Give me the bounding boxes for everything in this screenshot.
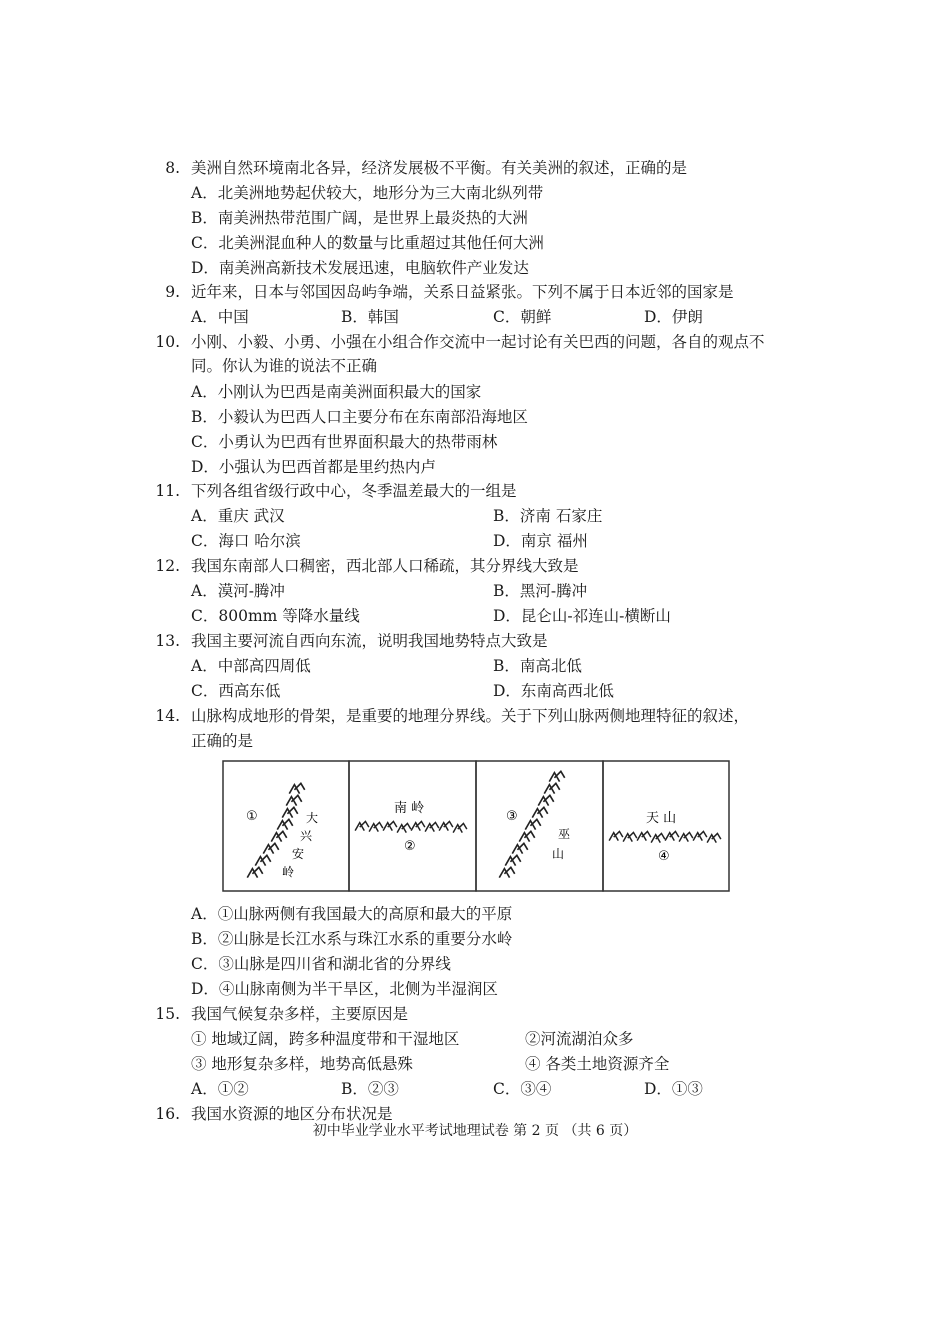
option-a: A．中部高四周低	[191, 657, 311, 675]
option-c: C．朝鲜	[493, 308, 552, 326]
option-a: A．漠河-腾冲	[191, 582, 285, 600]
option-d: D．小强认为巴西首都是里约热内卢	[191, 458, 436, 476]
option-a: A．北美洲地势起伏较大，地形分为三大南北纵列带	[191, 184, 544, 202]
option-a: A．①②	[191, 1080, 249, 1098]
mountain-figure	[222, 760, 730, 892]
option-d: D．①③	[644, 1080, 703, 1098]
marker-3: ③	[506, 809, 518, 824]
range-label-char: 山	[552, 847, 565, 861]
question-number: 15.	[155, 1005, 180, 1023]
option-b: B．韩国	[341, 308, 399, 326]
option-c: C．小勇认为巴西有世界面积最大的热带雨林	[191, 433, 498, 451]
option-b: B．南美洲热带范围广阔，是世界上最炎热的大洲	[191, 209, 528, 227]
marker-1: ①	[246, 809, 258, 824]
option-b: B．②③	[341, 1080, 399, 1098]
question-stem-cont: 同。你认为谁的说法不正确	[191, 357, 378, 375]
panel-4-frame	[603, 761, 729, 891]
question-stem-cont: 正确的是	[191, 732, 254, 750]
question-stem: 近年来，日本与邻国因岛屿争端，关系日益紧张。下列不属于日本近邻的国家是	[191, 283, 734, 301]
option-c: C．海口 哈尔滨	[191, 532, 301, 550]
question-number: 12.	[155, 557, 180, 575]
question-number: 13.	[155, 632, 180, 650]
question-stem: 我国东南部人口稠密，西北部人口稀疏，其分界线大致是	[191, 557, 579, 575]
option-d: D．伊朗	[644, 308, 703, 326]
option-d: D．昆仑山-祁连山-横断山	[493, 607, 671, 625]
marker-2: ②	[404, 839, 416, 854]
statement: ②河流湖泊众多	[525, 1030, 634, 1048]
range-label-char: 大	[306, 811, 319, 825]
page-footer: 初中毕业学业水平考试地理试卷 第 2 页 （共 6 页）	[312, 1123, 638, 1139]
option-a: A．①山脉两侧有我国最大的高原和最大的平原	[191, 905, 513, 923]
option-c: C．③山脉是四川省和湖北省的分界线	[191, 955, 451, 973]
option-a: A．重庆 武汉	[191, 507, 285, 525]
range-name: 天 山	[646, 811, 677, 826]
statement: ① 地域辽阔，跨多种温度带和干湿地区	[191, 1030, 460, 1048]
statement: ④ 各类土地资源齐全	[525, 1055, 670, 1073]
option-b: B．南高北低	[493, 657, 582, 675]
question-stem: 小刚、小毅、小勇、小强在小组合作交流中一起讨论有关巴西的问题，各自的观点不	[191, 333, 765, 351]
mountain-range-3	[499, 771, 564, 877]
range-label-char: 兴	[300, 829, 313, 843]
question-number: 16.	[155, 1105, 180, 1123]
range-label-char: 巫	[558, 827, 571, 841]
option-b: B．②山脉是长江水系与珠江水系的重要分水岭	[191, 930, 513, 948]
option-d: D．南京 福州	[493, 532, 588, 550]
question-stem: 山脉构成地形的骨架，是重要的地理分界线。关于下列山脉两侧地理特征的叙述，	[191, 707, 750, 725]
question-stem: 我国水资源的地区分布状况是	[191, 1105, 393, 1123]
option-b: B．小毅认为巴西人口主要分布在东南部沿海地区	[191, 408, 528, 426]
mountain-range-1	[247, 783, 304, 877]
question-number: 14.	[155, 707, 180, 725]
option-b: B．济南 石家庄	[493, 507, 603, 525]
question-stem: 美洲自然环境南北各异，经济发展极不平衡。有关美洲的叙述，正确的是	[191, 159, 688, 177]
question-stem: 我国气候复杂多样，主要原因是	[191, 1005, 409, 1023]
option-c: C．西高东低	[191, 682, 281, 700]
option-c: C．北美洲混血种人的数量与比重超过其他任何大洲	[191, 234, 544, 252]
option-a: A．中国	[191, 308, 249, 326]
option-d: D．东南高西北低	[493, 682, 614, 700]
statement: ③ 地形复杂多样，地势高低悬殊	[191, 1055, 413, 1073]
option-c: C．800mm 等降水量线	[191, 607, 360, 625]
question-number: 9.	[165, 283, 180, 301]
option-c: C．③④	[493, 1080, 552, 1098]
option-d: D．南美洲高新技术发展迅速，电脑软件产业发达	[191, 259, 529, 277]
mountain-range-4	[609, 831, 721, 842]
marker-4: ④	[658, 849, 670, 864]
question-number: 11.	[155, 482, 180, 500]
range-label-char: 岭	[282, 865, 295, 879]
question-stem: 我国主要河流自西向东流，说明我国地势特点大致是	[191, 632, 548, 650]
option-d: D．④山脉南侧为半干旱区，北侧为半湿润区	[191, 980, 498, 998]
option-a: A．小刚认为巴西是南美洲面积最大的国家	[191, 383, 482, 401]
panel-3-frame	[476, 761, 603, 891]
question-number: 8.	[165, 159, 180, 177]
question-number: 10.	[155, 333, 180, 351]
question-stem: 下列各组省级行政中心，冬季温差最大的一组是	[191, 482, 517, 500]
range-label-char: 安	[292, 847, 305, 861]
option-b: B．黑河-腾冲	[493, 582, 588, 600]
mountain-range-2	[355, 821, 467, 832]
range-name: 南 岭	[394, 801, 425, 816]
